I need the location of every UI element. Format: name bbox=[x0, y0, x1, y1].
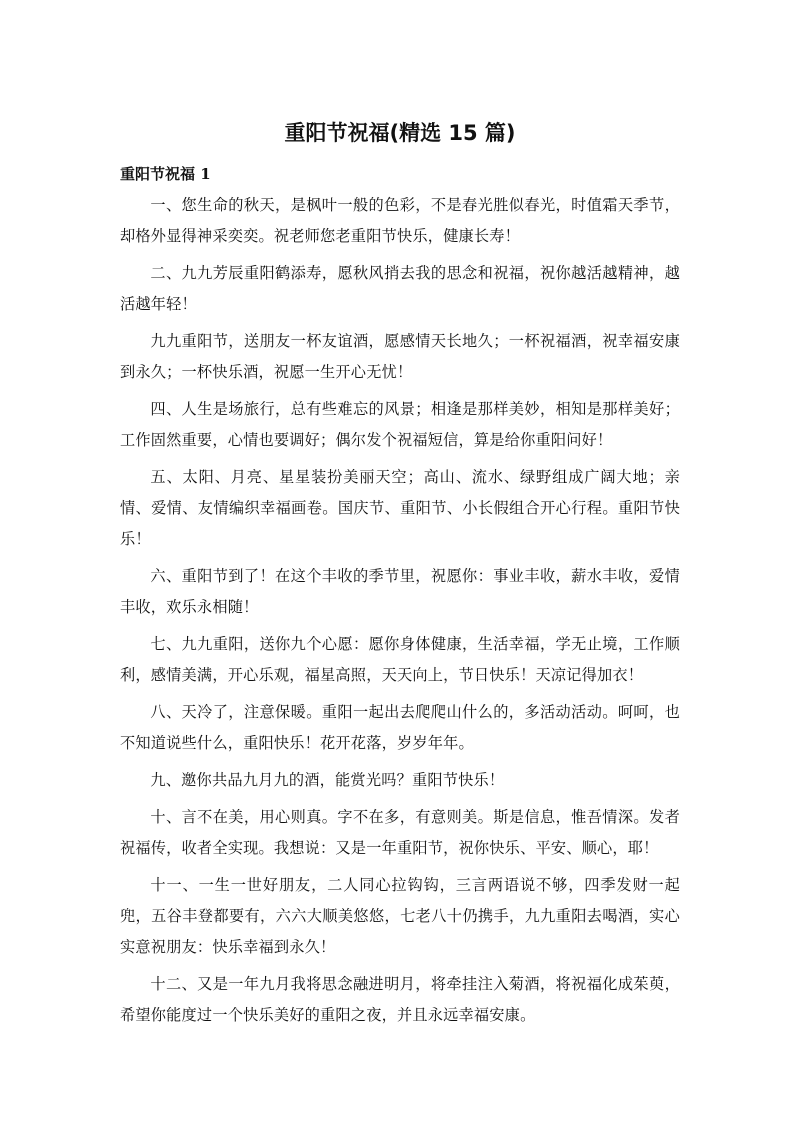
paragraph-8: 八、天冷了，注意保暖。重阳一起出去爬爬山什么的，多活动活动。呵呵，也不知道说些什么，重阳快乐！花开花落，岁岁年年。 bbox=[120, 703, 680, 752]
paragraph-9: 九、邀你共品九月九的酒，能赏光吗？重阳节快乐！ bbox=[150, 771, 505, 789]
paragraph-7: 七、九九重阳，送你九个心愿：愿你身体健康，生活幸福，学无止境，工作顺利，感情美满，开心乐观，福星高照，天天向上，节日快乐！天凉记得加衣！ bbox=[120, 635, 680, 684]
paragraph-3: 九九重阳节，送朋友一杯友谊酒，愿感情天长地久；一杯祝福酒，祝幸福安康到永久；一杯快乐酒，祝愿一生开心无忧！ bbox=[120, 332, 680, 381]
paragraph-11: 十一、一生一世好朋友，二人同心拉钩钩，三言两语说不够，四季发财一起兜，五谷丰登都要有，六六大顺美悠悠，七老八十仍携手，九九重阳去喝酒，实心实意祝朋友：快乐幸福到永久！ bbox=[120, 876, 680, 956]
paragraph-6: 六、重阳节到了！在这个丰收的季节里，祝愿你：事业丰收，薪水丰收，爱情丰收，欢乐永相随！ bbox=[120, 567, 680, 616]
document-body bbox=[120, 190, 680, 1037]
paragraph-2: 二、九九芳辰重阳鹤添寿，愿秋风捎去我的思念和祝福，祝你越活越精神，越活越年轻！ bbox=[120, 264, 680, 313]
paragraph-1: 一、您生命的秋天，是枫叶一般的色彩，不是春光胜似春光，时值霜天季节，却格外显得神采奕奕。祝老师您老重阳节快乐，健康长寿！ bbox=[120, 196, 680, 245]
paragraph-5: 五、太阳、月亮、星星装扮美丽天空；高山、流水、绿野组成广阔大地；亲情、爱情、友情编织幸福画卷。国庆节、重阳节、小长假组合开心行程。重阳节快乐！ bbox=[120, 468, 680, 548]
document-title: 重阳节祝福(精选 15 篇) bbox=[284, 121, 516, 145]
section-title: 重阳节祝福 1 bbox=[120, 165, 211, 183]
paragraph-12: 十二、又是一年九月我将思念融进明月，将牵挂注入菊酒，将祝福化成茱萸，希望你能度过一个快乐美好的重阳之夜，并且永远幸福安康。 bbox=[120, 975, 680, 1024]
paragraph-4: 四、人生是场旅行，总有些难忘的风景；相逢是那样美妙，相知是那样美好；工作固然重要，心情也要调好；偶尔发个祝福短信，算是给你重阳问好！ bbox=[120, 400, 680, 449]
paragraph-10: 十、言不在美，用心则真。字不在多，有意则美。斯是信息，惟吾情深。发者祝福传，收者全实现。我想说：又是一年重阳节，祝你快乐、平安、顺心，耶！ bbox=[120, 808, 680, 857]
